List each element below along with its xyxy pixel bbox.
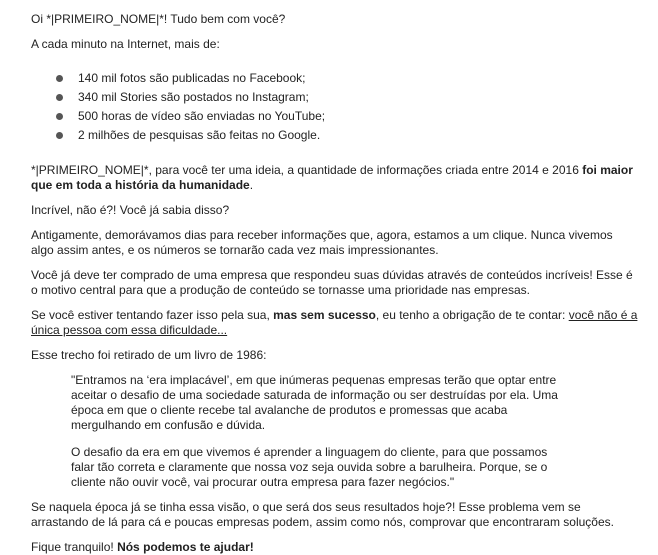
vision-paragraph: Se naquela época já se tinha essa visão, o que será dos seus resultados hoje?! Esse problema vem se arrastando de lá para cá e poucas empresas podem, assim como nós, comprovar que encontraram soluções.	[31, 500, 614, 529]
info-highlight: foi maior que em toda a história da humanidade	[31, 163, 633, 192]
bullet-icon	[56, 132, 63, 139]
ancient-paragraph: Antigamente, demorávamos dias para receber informações que, agora, estamos a um clique. Nunca vivemos algo assim antes, e os números se tornarão cada vez mais impressionantes.	[31, 228, 613, 257]
closing-bold: Nós podemos te ajudar!	[117, 540, 254, 554]
quote-paragraph-2: O desafio da era em que vivemos é aprender a linguagem do cliente, para que possamos falar tão correta e claramente que nossa voz seja ouvida sobre a barulheira. Porque, se o cliente não ouvir você, vai procurar outra empresa para fazer negócios."	[71, 445, 548, 489]
closing-paragraph	[31, 540, 638, 555]
incredible-text: Incrível, não é?! Você já sabia disso?	[31, 203, 230, 217]
trying-paragraph	[31, 308, 638, 338]
list-item-text: 340 mil Stories são postados no Instagram;	[78, 90, 309, 104]
list-item	[31, 88, 638, 107]
quote-paragraph-1: "Entramos na ‘era implacável’, em que inúmeras pequenas empresas terão que optar entre aceitar o desafio de uma sociedade saturada de informação ou ser destruídas por ela. Uma época em que o cliente recebe tal avalanche de produtos e promessas que acaba mergulhando em confusão e dúvida.	[71, 373, 558, 432]
bullet-icon	[56, 94, 63, 101]
bullet-icon	[56, 113, 63, 120]
trying-middle: , eu tenho a obrigação de te contar:	[375, 308, 569, 322]
bought-paragraph: Você já deve ter comprado de uma empresa que respondeu suas dúvidas através de conteúdos incríveis! Esse é o motivo central para que a produção de conteúdo se tornasse uma prioridade nas empresas.	[31, 268, 633, 297]
list-item	[31, 69, 638, 88]
trying-underline: você não é a única pessoa com essa dificuldade...	[31, 308, 638, 337]
list-item-text: 140 mil fotos são publicadas no Facebook;	[78, 71, 306, 85]
list-item-text: 500 horas de vídeo são enviadas no YouTube;	[78, 109, 326, 123]
list-item	[31, 126, 638, 145]
info-end: .	[249, 178, 254, 192]
bullet-icon	[56, 75, 63, 82]
stats-list	[31, 69, 638, 145]
trying-start: Se você estiver tentando fazer isso pela sua,	[31, 308, 274, 322]
info-text: *|PRIMEIRO_NOME|*, para você ter uma ideia, a quantidade de informações criada entre 2014 e 2016	[31, 163, 583, 177]
closing-start: Fique tranquilo!	[31, 540, 118, 554]
info-paragraph	[31, 163, 638, 193]
book-quote	[31, 373, 571, 490]
book-intro: Esse trecho foi retirado de um livro de 1986:	[31, 348, 267, 362]
intro-text: A cada minuto na Internet, mais de:	[31, 37, 220, 51]
list-item	[31, 107, 638, 126]
list-item-text: 2 milhões de pesquisas são feitas no Google.	[78, 128, 321, 142]
trying-bold: mas sem sucesso	[273, 308, 376, 322]
greeting: Oi *|PRIMEIRO_NOME|*! Tudo bem com você?	[31, 12, 286, 26]
